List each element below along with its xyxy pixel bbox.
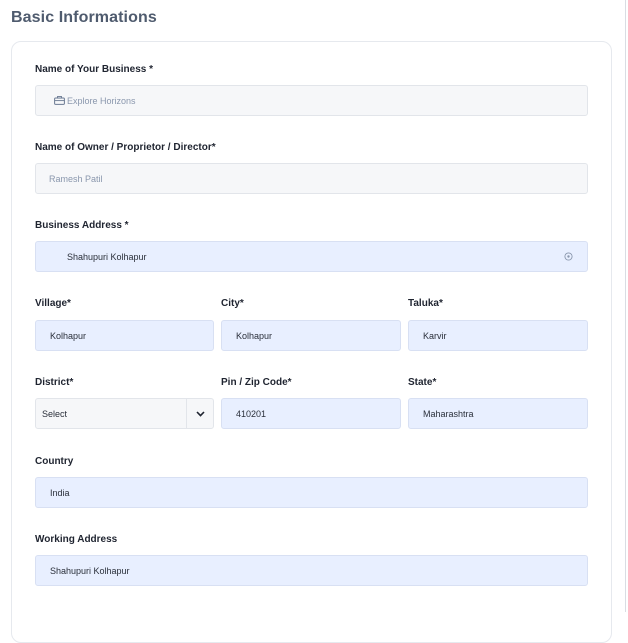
taluka-label: Taluka* [408, 298, 443, 309]
state-label: State* [408, 377, 437, 388]
owner-name-input[interactable] [35, 163, 588, 194]
state-value: Maharashtra [423, 408, 474, 419]
city-input[interactable] [221, 320, 401, 351]
working-address-value: Shahupuri Kolhapur [50, 565, 130, 576]
country-input[interactable] [35, 477, 588, 508]
district-label: District* [35, 377, 74, 388]
pin-value: 410201 [236, 408, 267, 419]
district-selected-value: Select [42, 408, 68, 419]
business-address-input[interactable] [35, 241, 588, 272]
pin-input[interactable] [221, 398, 401, 429]
village-value: Kolhapur [50, 330, 87, 341]
section-title: Basic Informations [11, 9, 157, 26]
taluka-value: Karvir [423, 330, 447, 341]
business-name-label: Name of Your Business * [35, 64, 153, 75]
business-name-input[interactable] [35, 85, 588, 116]
briefcase-icon [54, 96, 65, 105]
owner-name-placeholder: Ramesh Patil [49, 173, 103, 184]
business-name-placeholder: Explore Horizons [67, 95, 136, 106]
working-address-label: Working Address [35, 534, 118, 545]
business-address-value: Shahupuri Kolhapur [67, 251, 147, 262]
country-label: Country [35, 456, 74, 467]
village-label: Village* [35, 298, 71, 309]
business-address-label: Business Address * [35, 220, 129, 231]
chevron-down-icon[interactable] [186, 399, 213, 428]
country-value: India [50, 487, 70, 498]
district-select[interactable] [35, 398, 214, 429]
village-input[interactable] [35, 320, 214, 351]
state-input[interactable] [408, 398, 588, 429]
working-address-input[interactable] [35, 555, 588, 586]
city-label: City* [221, 298, 244, 309]
pin-label: Pin / Zip Code* [221, 377, 292, 388]
city-value: Kolhapur [236, 330, 273, 341]
taluka-input[interactable] [408, 320, 588, 351]
location-target-icon[interactable] [564, 252, 573, 261]
owner-name-label: Name of Owner / Proprietor / Director* [35, 142, 216, 153]
right-border [625, 0, 626, 612]
